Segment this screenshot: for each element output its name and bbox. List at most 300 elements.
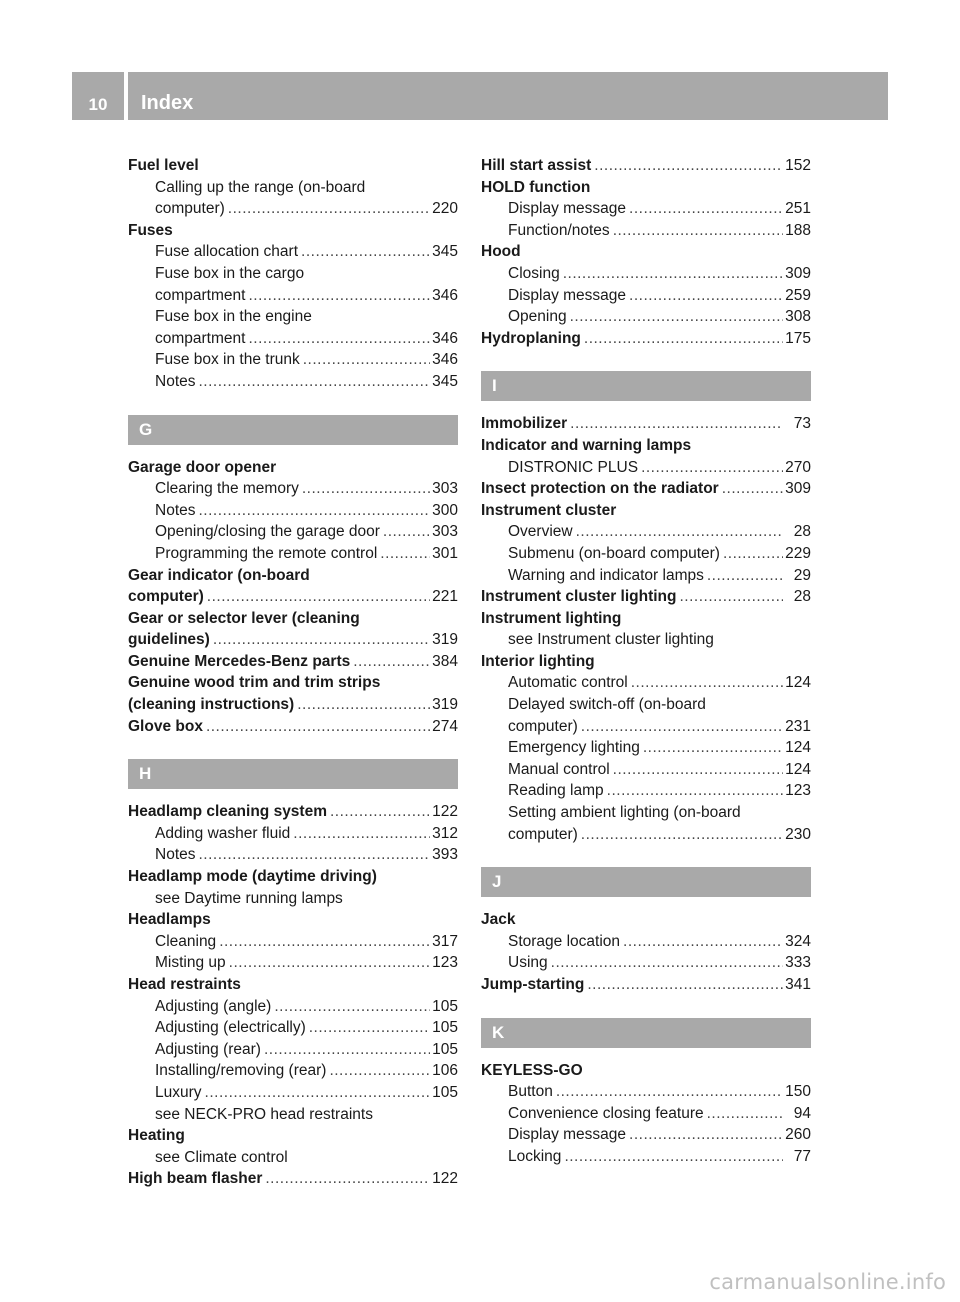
page-reference: 393	[432, 846, 458, 864]
dot-leader	[216, 931, 430, 953]
page-reference: 231	[785, 717, 811, 735]
term-label: Using	[508, 954, 548, 972]
section-letter-i: I	[481, 371, 811, 401]
page-reference: 345	[432, 372, 458, 390]
index-column-left	[128, 155, 458, 1190]
index-entry	[128, 672, 458, 715]
term-label: Closing	[508, 264, 560, 282]
index-subterm	[128, 285, 458, 307]
dot-leader	[196, 844, 431, 866]
dot-leader	[204, 586, 430, 608]
dot-leader	[548, 952, 783, 974]
index-entry	[481, 177, 811, 242]
dot-leader	[377, 543, 430, 565]
term-label: compartment	[155, 286, 246, 304]
term-label: Overview	[508, 523, 573, 541]
index-subterm	[481, 759, 811, 781]
term-label: Insect protection on the radiator	[481, 480, 719, 498]
index-column-right	[481, 155, 811, 1168]
page-reference: 317	[432, 932, 458, 950]
term-label: DISTRONIC PLUS	[508, 458, 639, 476]
term-label: Warning and indicator lamps	[508, 566, 704, 584]
page-reference: 308	[785, 308, 811, 326]
index-term	[128, 694, 458, 716]
term-label: Notes	[155, 372, 196, 390]
index-term	[481, 478, 811, 500]
dot-leader	[196, 371, 431, 393]
dot-leader	[567, 306, 783, 328]
dot-leader	[300, 349, 430, 371]
page-reference: 303	[432, 523, 458, 541]
index-entry	[481, 651, 811, 845]
index-entry	[481, 435, 811, 478]
term-label: Headlamp cleaning system	[128, 803, 327, 821]
term-label: Hydroplaning	[481, 329, 581, 347]
index-subterm	[481, 1103, 811, 1125]
index-subterm	[481, 306, 811, 328]
page-reference: 123	[785, 782, 811, 800]
term-label: Fuse allocation chart	[155, 243, 299, 261]
page-reference: 251	[785, 200, 811, 218]
watermark: carmanualsonline.info	[709, 1270, 946, 1294]
index-subterm	[481, 220, 811, 242]
index-entry	[128, 866, 458, 909]
index-term	[128, 1168, 458, 1190]
dot-leader	[704, 565, 783, 587]
dot-leader	[560, 263, 783, 285]
index-term	[128, 909, 458, 931]
dot-leader	[245, 328, 430, 350]
dot-leader	[210, 629, 430, 651]
term-label: Jump-starting	[481, 976, 585, 993]
dot-leader	[294, 694, 430, 716]
index-subterm	[481, 521, 811, 543]
term-label: (cleaning instructions)	[128, 696, 295, 714]
term-label: Fuse box in the trunk	[155, 351, 300, 369]
term-label: compartment	[155, 329, 246, 347]
page-reference: 152	[785, 157, 811, 174]
index-entry	[128, 608, 458, 651]
dot-leader	[196, 500, 431, 522]
index-term	[128, 608, 458, 630]
index-term	[481, 586, 811, 608]
term-label: Hill start assist	[481, 157, 592, 174]
index-entry	[481, 413, 811, 435]
term-label: KEYLESS-GO	[481, 1061, 583, 1079]
index-subterm	[128, 543, 458, 565]
dot-leader	[271, 996, 430, 1018]
term-label: Notes	[155, 501, 196, 519]
dot-leader	[203, 716, 430, 738]
page-header	[72, 72, 888, 120]
index-subterm	[481, 1146, 811, 1168]
index-subterm	[128, 823, 458, 845]
term-label: Instrument cluster	[481, 501, 617, 519]
dot-leader	[326, 1060, 430, 1082]
index-subterm	[128, 844, 458, 866]
dot-leader	[720, 543, 783, 565]
term-label: Glove box	[128, 717, 203, 735]
index-entry	[128, 155, 458, 220]
index-term	[481, 974, 811, 996]
index-entry	[481, 328, 811, 350]
page-reference: 221	[432, 588, 458, 606]
dot-leader	[704, 1103, 783, 1125]
index-subterm	[128, 1017, 458, 1039]
index-term	[128, 974, 458, 996]
index-term	[128, 155, 458, 177]
page-reference: 188	[785, 221, 811, 239]
index-subterm	[481, 457, 811, 479]
index-term	[128, 457, 458, 479]
index-term	[128, 801, 458, 823]
term-label: computer)	[508, 717, 578, 735]
index-subterm	[481, 716, 811, 738]
index-entry	[481, 241, 811, 327]
section-letter-g: G	[128, 415, 458, 445]
page-reference: 309	[785, 480, 811, 498]
index-subterm	[128, 1082, 458, 1104]
index-entry	[128, 909, 458, 974]
index-subterm	[481, 672, 811, 694]
page-reference: 333	[785, 954, 811, 972]
page-reference: 319	[432, 696, 458, 714]
index-subterm	[481, 1081, 811, 1103]
index-subterm	[481, 824, 811, 846]
term-label: see Climate control	[155, 1148, 288, 1166]
term-label: Adjusting (angle)	[155, 997, 272, 1015]
index-entry	[128, 457, 458, 565]
index-entry	[481, 608, 811, 651]
index-entry	[128, 220, 458, 393]
page-reference: 150	[785, 1083, 811, 1101]
page-reference: 77	[793, 1147, 811, 1165]
term-label: computer)	[128, 588, 204, 606]
index-subterm	[481, 780, 811, 802]
term-label: Automatic control	[508, 674, 628, 692]
term-label: Interior lighting	[481, 652, 595, 670]
index-entry	[481, 586, 811, 608]
index-term	[481, 328, 811, 350]
page-reference: 94	[793, 1104, 811, 1122]
index-subterm	[128, 952, 458, 974]
index-entry	[481, 155, 811, 177]
index-term	[481, 435, 811, 457]
term-label: Genuine wood trim and trim strips	[128, 674, 381, 692]
term-label: Submenu (on-board computer)	[508, 544, 720, 562]
page-reference: 105	[432, 1083, 458, 1101]
page-reference: 175	[785, 329, 811, 347]
page-reference: 346	[432, 329, 458, 347]
page-reference: 324	[785, 932, 811, 950]
dot-leader	[610, 220, 783, 242]
dot-leader	[202, 1082, 430, 1104]
index-term	[481, 241, 811, 263]
term-label: Instrument cluster lighting	[481, 588, 677, 606]
index-subterm	[128, 521, 458, 543]
index-entry	[128, 1125, 458, 1168]
page-reference: 123	[432, 954, 458, 972]
term-label: Locking	[508, 1147, 562, 1165]
term-label: Opening	[508, 308, 567, 326]
term-label: Convenience closing feature	[508, 1104, 704, 1122]
term-label: Misting up	[155, 954, 226, 972]
term-label: Adjusting (electrically)	[155, 1019, 306, 1037]
page-reference: 274	[432, 717, 458, 735]
index-term	[128, 565, 458, 587]
index-subterm	[128, 1147, 458, 1169]
index-term	[481, 155, 811, 177]
index-entry	[128, 801, 458, 866]
index-subterm	[481, 931, 811, 953]
term-label: Display message	[508, 200, 627, 218]
term-label: Storage location	[508, 932, 621, 950]
dot-leader	[298, 241, 430, 263]
index-subterm	[128, 931, 458, 953]
dot-leader	[640, 737, 783, 759]
term-label: Gear indicator (on-board	[128, 566, 310, 584]
index-entry	[481, 1060, 811, 1168]
term-label: Setting ambient lighting (on-board	[508, 804, 741, 822]
term-label: Immobilizer	[481, 415, 568, 433]
index-entry	[128, 716, 458, 738]
term-label: Luxury	[155, 1083, 202, 1101]
term-label: Headlamp mode (daytime driving)	[128, 868, 377, 886]
page-reference: 260	[785, 1126, 811, 1144]
dot-leader	[604, 780, 783, 802]
dot-leader	[578, 824, 783, 846]
term-label: Garage door opener	[128, 458, 277, 476]
term-label: Genuine Mercedes-Benz parts	[128, 652, 351, 670]
index-subterm	[481, 543, 811, 565]
dot-leader	[578, 716, 783, 738]
dot-leader	[573, 521, 783, 543]
index-term	[481, 177, 811, 199]
index-term	[128, 716, 458, 738]
page-reference: 384	[432, 652, 458, 670]
page-reference: 124	[785, 739, 811, 757]
index-term	[128, 866, 458, 888]
index-term	[481, 909, 811, 931]
index-entry	[128, 974, 458, 1125]
page-reference: 106	[432, 1062, 458, 1080]
dot-leader	[380, 521, 430, 543]
section-letter-j: J	[481, 867, 811, 897]
page-reference: 124	[785, 760, 811, 778]
index-subterm	[128, 996, 458, 1018]
term-label: Fuse box in the engine	[155, 308, 312, 326]
index-subterm	[128, 1039, 458, 1061]
term-label: Adding washer fluid	[155, 824, 291, 842]
term-label: Installing/removing (rear)	[155, 1062, 327, 1080]
index-subterm	[128, 198, 458, 220]
term-label: Opening/closing the garage door	[155, 523, 380, 541]
index-subterm	[481, 737, 811, 759]
dot-leader	[561, 1146, 783, 1168]
term-label: Indicator and warning lamps	[481, 436, 692, 454]
index-subterm	[481, 694, 811, 716]
term-label: Notes	[155, 846, 196, 864]
dot-leader	[226, 952, 430, 974]
index-subterm	[128, 371, 458, 393]
index-subterm	[128, 500, 458, 522]
page-title: Index	[128, 72, 888, 120]
page-reference: 345	[432, 243, 458, 261]
page-reference: 105	[432, 1019, 458, 1037]
term-label: Button	[508, 1083, 553, 1101]
index-subterm	[128, 328, 458, 350]
dot-leader	[581, 328, 783, 350]
index-term	[128, 651, 458, 673]
dot-leader	[261, 1039, 430, 1061]
term-label: Display message	[508, 1126, 627, 1144]
dot-leader	[626, 198, 783, 220]
term-label: see NECK-PRO head restraints	[155, 1105, 373, 1123]
section-letter-h: H	[128, 759, 458, 789]
dot-leader	[719, 478, 783, 500]
index-term	[128, 672, 458, 694]
index-entry	[481, 974, 811, 996]
index-subterm	[128, 177, 458, 199]
index-term	[481, 1060, 811, 1082]
term-label: Heating	[128, 1127, 185, 1145]
term-label: Manual control	[508, 760, 610, 778]
index-term	[481, 500, 811, 522]
term-label: Delayed switch-off (on-board	[508, 696, 706, 714]
index-term	[481, 651, 811, 673]
page-reference: 301	[432, 544, 458, 562]
index-subterm	[481, 952, 811, 974]
index-subterm	[128, 1104, 458, 1126]
term-label: Instrument lighting	[481, 609, 622, 627]
term-label: Clearing the memory	[155, 480, 299, 498]
section-letter-k: K	[481, 1018, 811, 1048]
index-entry	[481, 500, 811, 586]
index-term	[128, 629, 458, 651]
index-term	[128, 586, 458, 608]
dot-leader	[676, 586, 783, 608]
page-reference: 29	[793, 566, 811, 584]
page-reference: 105	[432, 997, 458, 1015]
dot-leader	[620, 931, 783, 953]
dot-leader	[567, 413, 783, 435]
page-reference: 229	[785, 544, 811, 562]
dot-leader	[626, 285, 783, 307]
index-term	[481, 413, 811, 435]
dot-leader	[638, 457, 783, 479]
term-label: Fuel level	[128, 157, 199, 174]
index-entry	[128, 651, 458, 673]
term-label: Fuses	[128, 221, 173, 239]
page-reference: 105	[432, 1040, 458, 1058]
dot-leader	[290, 823, 430, 845]
dot-leader	[553, 1081, 783, 1103]
index-term	[481, 608, 811, 630]
term-label: Display message	[508, 286, 627, 304]
term-label: Emergency lighting	[508, 739, 640, 757]
page-reference: 303	[432, 480, 458, 498]
index-term	[128, 1125, 458, 1147]
index-subterm	[128, 349, 458, 371]
term-label: see Instrument cluster lighting	[508, 631, 714, 649]
page-number: 10	[72, 72, 124, 120]
page-reference: 124	[785, 674, 811, 692]
page-reference: 300	[432, 501, 458, 519]
page-reference: 309	[785, 264, 811, 282]
dot-leader	[262, 1168, 430, 1190]
page-reference: 230	[785, 825, 811, 843]
term-label: Cleaning	[155, 932, 217, 950]
index-entry	[481, 478, 811, 500]
term-label: Calling up the range (on-board	[155, 178, 366, 196]
index-subterm	[481, 263, 811, 285]
dot-leader	[299, 478, 430, 500]
page-reference: 312	[432, 824, 458, 842]
dot-leader	[306, 1017, 430, 1039]
page-reference: 28	[793, 523, 811, 541]
index-entry	[128, 1168, 458, 1190]
index-subterm	[128, 888, 458, 910]
page-reference: 122	[432, 1170, 458, 1188]
index-entry	[481, 909, 811, 974]
page-reference: 28	[793, 588, 811, 606]
index-subterm	[481, 285, 811, 307]
dot-leader	[327, 801, 430, 823]
index-subterm	[128, 306, 458, 328]
dot-leader	[610, 759, 783, 781]
index-subterm	[481, 1124, 811, 1146]
term-label: see Daytime running lamps	[155, 889, 343, 907]
page-reference: 73	[793, 415, 811, 433]
page-reference: 341	[785, 976, 811, 993]
term-label: computer)	[155, 200, 225, 218]
dot-leader	[245, 285, 430, 307]
dot-leader	[350, 651, 430, 673]
index-subterm	[481, 802, 811, 824]
term-label: Programming the remote control	[155, 544, 378, 562]
term-label: Hood	[481, 243, 521, 261]
page-reference: 122	[432, 803, 458, 821]
term-label: guidelines)	[128, 631, 210, 649]
dot-leader	[591, 155, 783, 177]
index-subterm	[128, 241, 458, 263]
page-reference: 346	[432, 286, 458, 304]
page-reference: 220	[432, 200, 458, 218]
dot-leader	[626, 1124, 783, 1146]
term-label: computer)	[508, 825, 578, 843]
dot-leader	[628, 672, 783, 694]
index-subterm	[128, 263, 458, 285]
term-label: Jack	[481, 911, 516, 929]
page-reference: 319	[432, 631, 458, 649]
term-label: Adjusting (rear)	[155, 1040, 261, 1058]
dot-leader	[584, 974, 783, 996]
term-label: Function/notes	[508, 221, 610, 239]
page-reference: 270	[785, 458, 811, 476]
page-reference: 346	[432, 351, 458, 369]
term-label: HOLD function	[481, 178, 591, 196]
page-reference: 259	[785, 286, 811, 304]
index-subterm	[128, 1060, 458, 1082]
index-entry	[128, 565, 458, 608]
term-label: High beam flasher	[128, 1170, 263, 1188]
index-subterm	[128, 478, 458, 500]
index-subterm	[481, 198, 811, 220]
index-subterm	[481, 629, 811, 651]
dot-leader	[225, 198, 430, 220]
term-label: Fuse box in the cargo	[155, 264, 305, 282]
term-label: Gear or selector lever (cleaning	[128, 609, 360, 627]
